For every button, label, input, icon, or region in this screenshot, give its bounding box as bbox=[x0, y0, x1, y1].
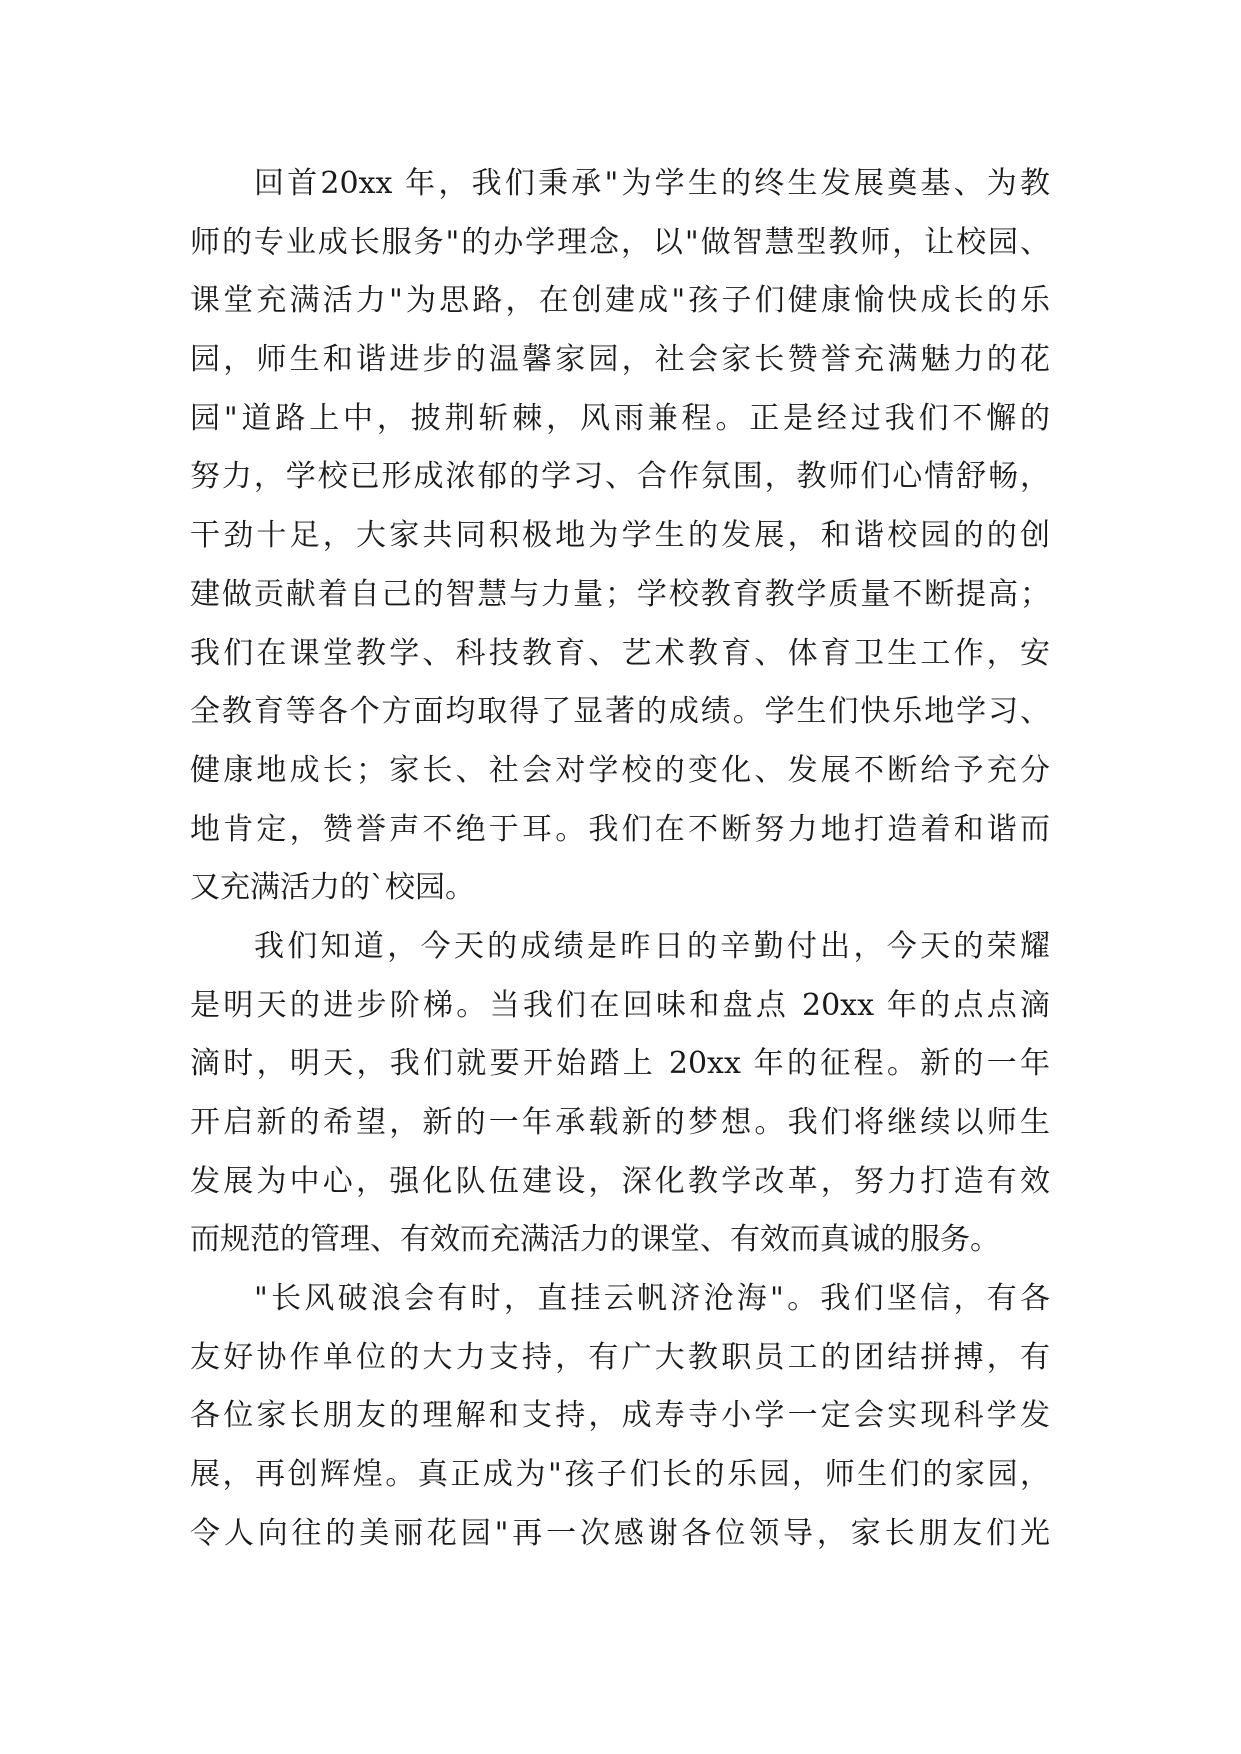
paragraph-3 bbox=[190, 1270, 1050, 1563]
text-line: 是明天的进步阶梯。当我们在回味和盘点 20xx 年的点点滴 bbox=[190, 987, 1050, 1023]
text-line: 我们知道，今天的成绩是昨日的辛勤付出，今天的荣耀 bbox=[254, 928, 1050, 964]
text-line: 而规范的管理、有效而充满活力的课堂、有效而真诚的服务。 bbox=[190, 1222, 1000, 1258]
text-line: 课堂充满活力"为思路，在创建成"孩子们健康愉快成长的乐 bbox=[190, 283, 1050, 319]
text-line: 师的专业成长服务"的办学理念，以"做智慧型教师，让校园、 bbox=[190, 224, 1050, 260]
text-line: 友好协作单位的大力支持，有广大教职员工的团结拼搏，有 bbox=[190, 1339, 1050, 1375]
text-line: 园，师生和谐进步的温馨家园，社会家长赞誉充满魅力的花 bbox=[190, 342, 1050, 378]
text-line: 各位家长朋友的理解和支持，成寿寺小学一定会实现科学发 bbox=[190, 1398, 1050, 1434]
text-line: 滴时，明天，我们就要开始踏上 20xx 年的征程。新的一年 bbox=[190, 1046, 1050, 1082]
text-line: 地肯定，赞誉声不绝于耳。我们在不断努力地打造着和谐而 bbox=[190, 811, 1050, 847]
document-body bbox=[190, 155, 1050, 1564]
text-line: 我们在课堂教学、科技教育、艺术教育、体育卫生工作，安 bbox=[190, 635, 1050, 671]
text-line: 建做贡献着自己的智慧与力量；学校教育教学质量不断提高； bbox=[190, 576, 1050, 612]
text-line: 开启新的希望，新的一年承载新的梦想。我们将继续以师生 bbox=[190, 1105, 1050, 1140]
text-line: 展，再创辉煌。真正成为"孩子们长的乐园，师生们的家园， bbox=[190, 1457, 1050, 1493]
text-line: 努力，学校已形成浓郁的学习、合作氛围，教师们心情舒畅， bbox=[190, 459, 1050, 495]
paragraph-2 bbox=[190, 918, 1050, 1270]
text-line: 回首20xx 年，我们秉承"为学生的终生发展奠基、为教 bbox=[254, 166, 1050, 201]
text-line: 令人向往的美丽花园"再一次感谢各位领导，家长朋友们光 bbox=[190, 1515, 1050, 1551]
text-line: 健康地成长；家长、社会对学校的变化、发展不断给予充分 bbox=[190, 752, 1050, 788]
text-line: 干劲十足，大家共同积极地为学生的发展，和谐校园的的创 bbox=[190, 518, 1050, 554]
text-line: 又充满活力的`校园。 bbox=[190, 870, 475, 906]
text-line: "长风破浪会有时，直挂云帆济沧海"。我们坚信，有各 bbox=[254, 1281, 1050, 1317]
text-line: 园"道路上中，披荆斩棘，风雨兼程。正是经过我们不懈的 bbox=[190, 400, 1050, 436]
text-line: 发展为中心，强化队伍建设，深化教学改革，努力打造有效 bbox=[190, 1163, 1050, 1199]
text-line: 全教育等各个方面均取得了显著的成绩。学生们快乐地学习、 bbox=[190, 694, 1050, 730]
paragraph-1 bbox=[190, 155, 1050, 918]
